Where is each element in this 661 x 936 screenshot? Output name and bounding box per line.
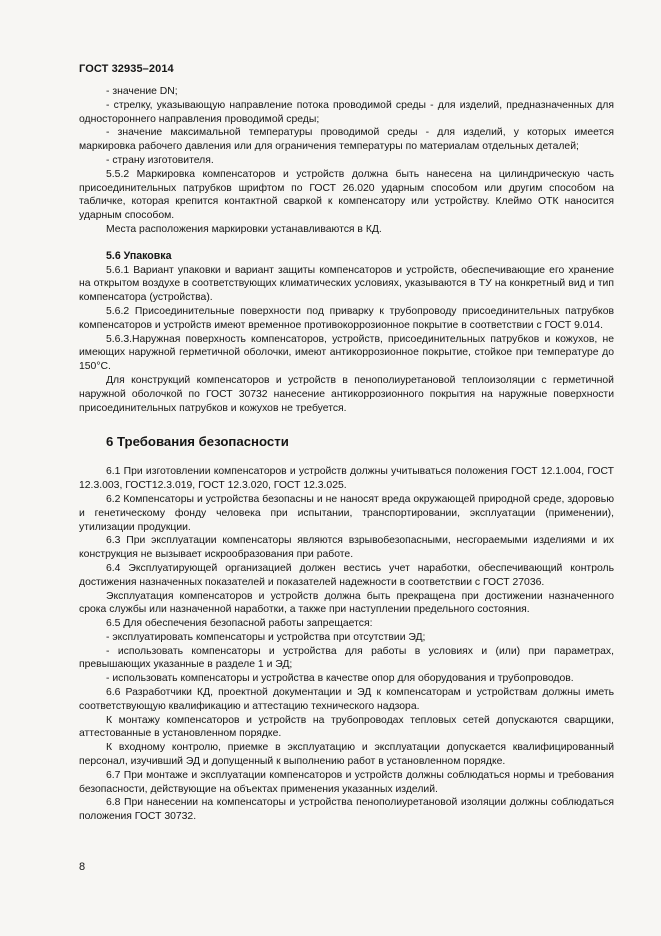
paragraph: 6.4 Эксплуатирующей организацией должен вестись учет наработки, обеспечивающий контроль достижения назначенных показателей и показателей надежности в соответствии с ГОСТ 27036. <box>79 562 614 588</box>
paragraph: 5.6.1 Вариант упаковки и вариант защиты компенсаторов и устройств, обеспечивающие его хранение на открытом воздухе в соответствующих климатических условиях, указываются в ТУ на конкретный вид и тип компенсатора (устройства). <box>79 264 614 304</box>
paragraph: - значение DN; <box>106 86 178 97</box>
paragraph: - значение максимальной температуры проводимой среды - для изделий, у которых имеется маркировка рабочего давления или для ограничения температуры по материалам отдельных деталей; <box>79 127 614 153</box>
document-header: ГОСТ 32935–2014 <box>79 63 174 75</box>
document-body <box>79 85 614 824</box>
paragraph: Эксплуатация компенсаторов и устройств должна быть прекращена при достижении назначенного срока службы или назначенной наработки, а также при наступлении предельного состояния. <box>79 590 614 616</box>
paragraph: Для конструкций компенсаторов и устройств в пенополиуретановой теплоизоляции с герметичной наружной оболочкой по ГОСТ 30732 нанесение антикоррозионного покрытия на наружные поверхности присоединительных патрубков и кожухов не требуется. <box>79 374 614 414</box>
paragraph: К входному контролю, приемке в эксплуатацию и эксплуатации допускается квалифицированный персонал, изучивший ЭД и допущенный к выполнению работ в установленном порядке. <box>79 742 614 768</box>
paragraph: - стрелку, указывающую направление потока проводимой среды - для изделий, предназначенных для одностороннего направления проводимой среды; <box>79 99 614 125</box>
paragraph: 6.7 При монтаже и эксплуатации компенсаторов и устройств должны соблюдаться нормы и требования безопасности, действующие на объектах применения указанных изделий. <box>79 769 614 795</box>
paragraph: 5.6.3.Наружная поверхность компенсаторов, устройств, присоединительных патрубков и кожухов, не имеющих наружной герметичной оболочки, имеют антикоррозионное покрытие, стойкое при температуре до 150°С. <box>79 333 614 373</box>
chapter-heading: 6 Требования безопасности <box>106 434 289 450</box>
paragraph: Места расположения маркировки устанавливаются в КД. <box>106 223 382 235</box>
paragraph: 6.8 При нанесении на компенсаторы и устройства пенополиуретановой изоляции должны соблюдаться положения ГОСТ 30732. <box>79 797 614 823</box>
paragraph: 6.1 При изготовлении компенсаторов и устройств должны учитываться положения ГОСТ 12.1.004, ГОСТ 12.3.003, ГОСТ12.3.019, ГОСТ 12.3.020, ГОСТ 12.3.025. <box>79 466 614 492</box>
page-number: 8 <box>79 861 86 873</box>
paragraph: 6.2 Компенсаторы и устройства безопасны и не наносят вреда окружающей природной среде, здоровью и генетическому фонду человека при испытании, транспортировании, эксплуатации (применении), утилизации продукции. <box>79 493 614 533</box>
paragraph: 5.6.2 Присоединительные поверхности под приварку к трубопроводу присоединительных патрубков компенсаторов и устройств имеют временное противокоррозионное покрытие в соответствии с ГОСТ 9.014. <box>79 305 614 331</box>
section-heading: 5.6 Упаковка <box>106 249 172 262</box>
paragraph: - страну изготовителя. <box>106 154 214 166</box>
paragraph: - использовать компенсаторы и устройства в качестве опор для оборудования и трубопроводов. <box>106 673 574 685</box>
paragraph: - эксплуатировать компенсаторы и устройства при отсутствии ЭД; <box>106 631 426 643</box>
paragraph: - использовать компенсаторы и устройства для работы в условиях и (или) при параметрах, превышающих указанные в разделе 1 и ЭД; <box>79 645 614 671</box>
paragraph: 6.5 Для обеспечения безопасной работы запрещается: <box>106 618 373 630</box>
paragraph: 5.5.2 Маркировка компенсаторов и устройств должна быть нанесена на цилиндрическую часть присоединительных патрубков шрифтом по ГОСТ 26.020 ударным способом или другим способом на табличке, которая крепится контактной сваркой к компенсатору или устройству. Клеймо ОТК наносится ударным способом. <box>79 168 614 222</box>
paragraph: 6.6 Разработчики КД, проектной документации и ЭД к компенсаторам и устройствам должны иметь соответствующую квалификацию и аттестацию технического надзора. <box>79 687 614 712</box>
paragraph: К монтажу компенсаторов и устройств на трубопроводах тепловых сетей допускаются сварщики, аттестованные в установленном порядке. <box>79 714 614 740</box>
paragraph: 6.3 При эксплуатации компенсаторы являются взрывобезопасными, несгораемыми изделиями и их конструкция не вызывает искрообразования при работе. <box>79 535 614 561</box>
